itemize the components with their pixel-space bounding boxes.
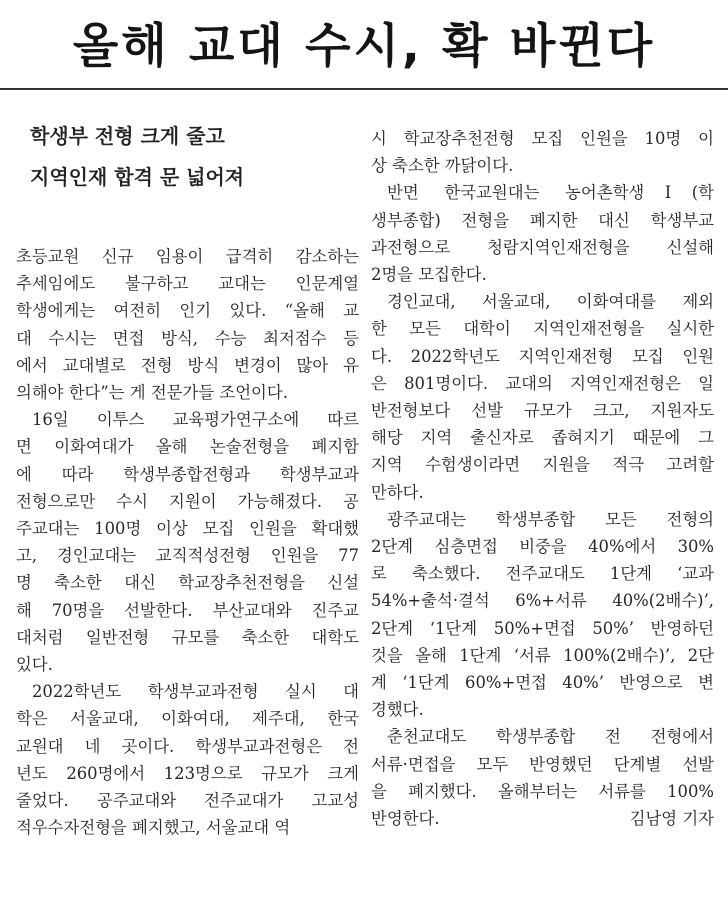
headline-rule [0,88,728,90]
article-line [16,814,359,841]
article-line-text: 대 수시는 면접 방식, 수능 최저점수 등 [16,328,359,348]
article-line-text: 시 학교장추천전형 모집 인원을 10명 이 [371,129,714,148]
article-line [16,760,359,787]
article-line-text: 학은 서울교대, 이화여대, 제주대, 한국 [16,709,359,729]
article-line-text: 것을 올해 1단계 ‘서류 100%(2배수)’, 2단 [371,645,714,665]
article-line-text: 해 70명을 선발한다. 부산교대와 진주교 [16,600,359,620]
article-line-text: 교원대 네 곳이다. 학생부교과전형은 전 [16,736,359,756]
article-line [16,379,359,406]
article-line-text: 대처럼 일반전형 규모를 축소한 대학도 [16,627,359,647]
article-line-text: 2단계 ‘1단계 50%+면접 50%’ 반영하던 [371,618,714,638]
article-line [16,733,359,760]
article-line-text: 은 801명이다. 교대의 지역인재전형은 일 [371,373,714,393]
article-line-text: 고, 경인교대는 교직적성전형 인원을 77 [16,546,359,566]
article-line [371,560,714,587]
article-line [371,479,714,506]
article-line-text: 경인교대, 서울교대, 이화여대를 제외 [387,292,714,312]
article-line [371,506,714,533]
article-line-text: 계 ‘1단계 60%+면접 40%’ 반영으로 변 [371,673,714,693]
article-line-text: 에 따라 학생부종합전형과 학생부교과 [16,464,359,484]
article-line [16,325,359,352]
article-line [371,696,714,723]
subheadline-line: 학생부 전형 크게 줄고 [30,124,225,148]
article-line [16,515,359,542]
article-line [371,152,714,179]
article-line-text: 반면 한국교원대는 농어촌학생Ⅰ(학 [387,183,714,203]
article-line-text: 해당 지역 출신자로 좁혀지기 때문에 그 [371,428,714,448]
article-line [371,615,714,642]
article-column-right [371,125,714,832]
article-line [371,288,714,315]
article-line-text: 만하다. [371,482,424,502]
article-line-text: 16일 이투스 교육평가연구소에 따르 [32,410,359,430]
article-line-text: 지역 수험생이라면 지원을 적극 고려할 [371,455,714,475]
article-line-text: 춘천교대도 학생부종합 전 전형에서 [387,727,714,747]
article-line-text: 학생에게는 여전히 인기 있다. “올해 교 [16,301,359,321]
article-line-text: 을 폐지했다. 올해부터는 서류를 100% [371,781,714,801]
subheadline [30,116,370,198]
article-line [16,787,359,814]
article-line [16,406,359,433]
article-line [371,261,714,288]
article-line [371,642,714,669]
article-line [371,424,714,451]
article-line [371,125,714,152]
article-line-text: 광주교대는 학생부종합 모든 전형의 [387,509,714,529]
article-line [16,597,359,624]
article-line-text: 의해야 한다”는 게 전문가들 조언이다. [16,383,288,403]
article-line [371,207,714,234]
article-line [16,651,359,678]
article-line-text: 2022학년도 학생부교과전형 실시 대 [32,682,359,702]
article-line [371,751,714,778]
article-line [371,587,714,614]
article-line [16,569,359,596]
article-line-text: 줄었다. 공주교대와 전주교대가 고교성 [16,791,359,811]
article-line [16,488,359,515]
headline: 올해 교대 수시, 확 바뀐다 [72,18,656,74]
article-line-text: 반영한다. [371,809,440,829]
article-line-text: 54%+출석·결석 6%+서류 40%(2배수)’, [371,591,714,611]
article-line [371,370,714,397]
article-line-text: 상 축소한 까닭이다. [371,156,514,176]
article-line-text: 에서 교대별로 전형 방식 변경이 많아 유 [16,355,359,375]
article-line [371,315,714,342]
article-line [371,451,714,478]
article-line [16,678,359,705]
article-line [371,343,714,370]
article-line-text: 생부종합) 전형을 폐지한 대신 학생부교 [371,210,714,230]
article-line-text: 다. 2022학년도 지역인재전형 모집 인원 [371,346,714,366]
article-line-text: 반전형보다 선발 규모가 크고, 지원자도 [371,401,714,421]
article-line [371,669,714,696]
article-line [371,533,714,560]
article-line-text: 주교대는 100명 이상 모집 인원을 확대했 [16,519,359,539]
article-line [16,433,359,460]
article-line [371,805,714,832]
article-line-text: 면 이화여대가 올해 논술전형을 폐지함 [16,437,359,457]
article-line [16,297,359,324]
article-line-text: 과전형으로 청람지역인재전형을 신설해 [371,237,714,257]
subheadline-line: 지역인재 합격 문 넓어져 [30,165,245,189]
article-line [16,461,359,488]
article-line-text: 년도 260명에서 123명으로 규모가 크게 [16,763,359,783]
article-line-text: 추세임에도 불구하고 교대는 인문계열 [16,274,359,294]
article-line [16,705,359,732]
article-line [371,397,714,424]
article-line [16,243,359,270]
article-line [371,234,714,261]
article-line [16,542,359,569]
article-line [16,624,359,651]
article-line-text: 2명을 모집한다. [371,265,487,285]
article-line-text: 경했다. [371,700,424,720]
article-line-text: 로 축소했다. 전주교대도 1단계 ‘교과 [371,564,714,584]
article-line [16,270,359,297]
article-line [371,179,714,206]
article-line-text: 적우수자전형을 폐지했고, 서울교대 역 [16,818,291,838]
article-line-text: 한 모든 대학이 지역인재전형을 실시한 [371,319,714,339]
article-line [371,723,714,750]
article-line-text: 서류·면접을 모두 반영했던 단계별 선발 [371,754,714,774]
byline: 김남영 기자 [629,809,714,829]
article-line-text: 명 축소한 대신 학교장추천전형을 신설 [16,573,359,593]
article-line-text: 초등교원 신규 임용이 급격히 감소하는 [16,247,359,266]
article-line [16,352,359,379]
article-line-text: 있다. [16,655,53,675]
article-column-left [16,243,359,841]
article-line [371,778,714,805]
article-line-text: 2단계 심층면접 비중을 40%에서 30% [371,537,714,557]
article-line-text: 전형으로만 수시 지원이 가능해졌다. 공 [16,491,359,511]
